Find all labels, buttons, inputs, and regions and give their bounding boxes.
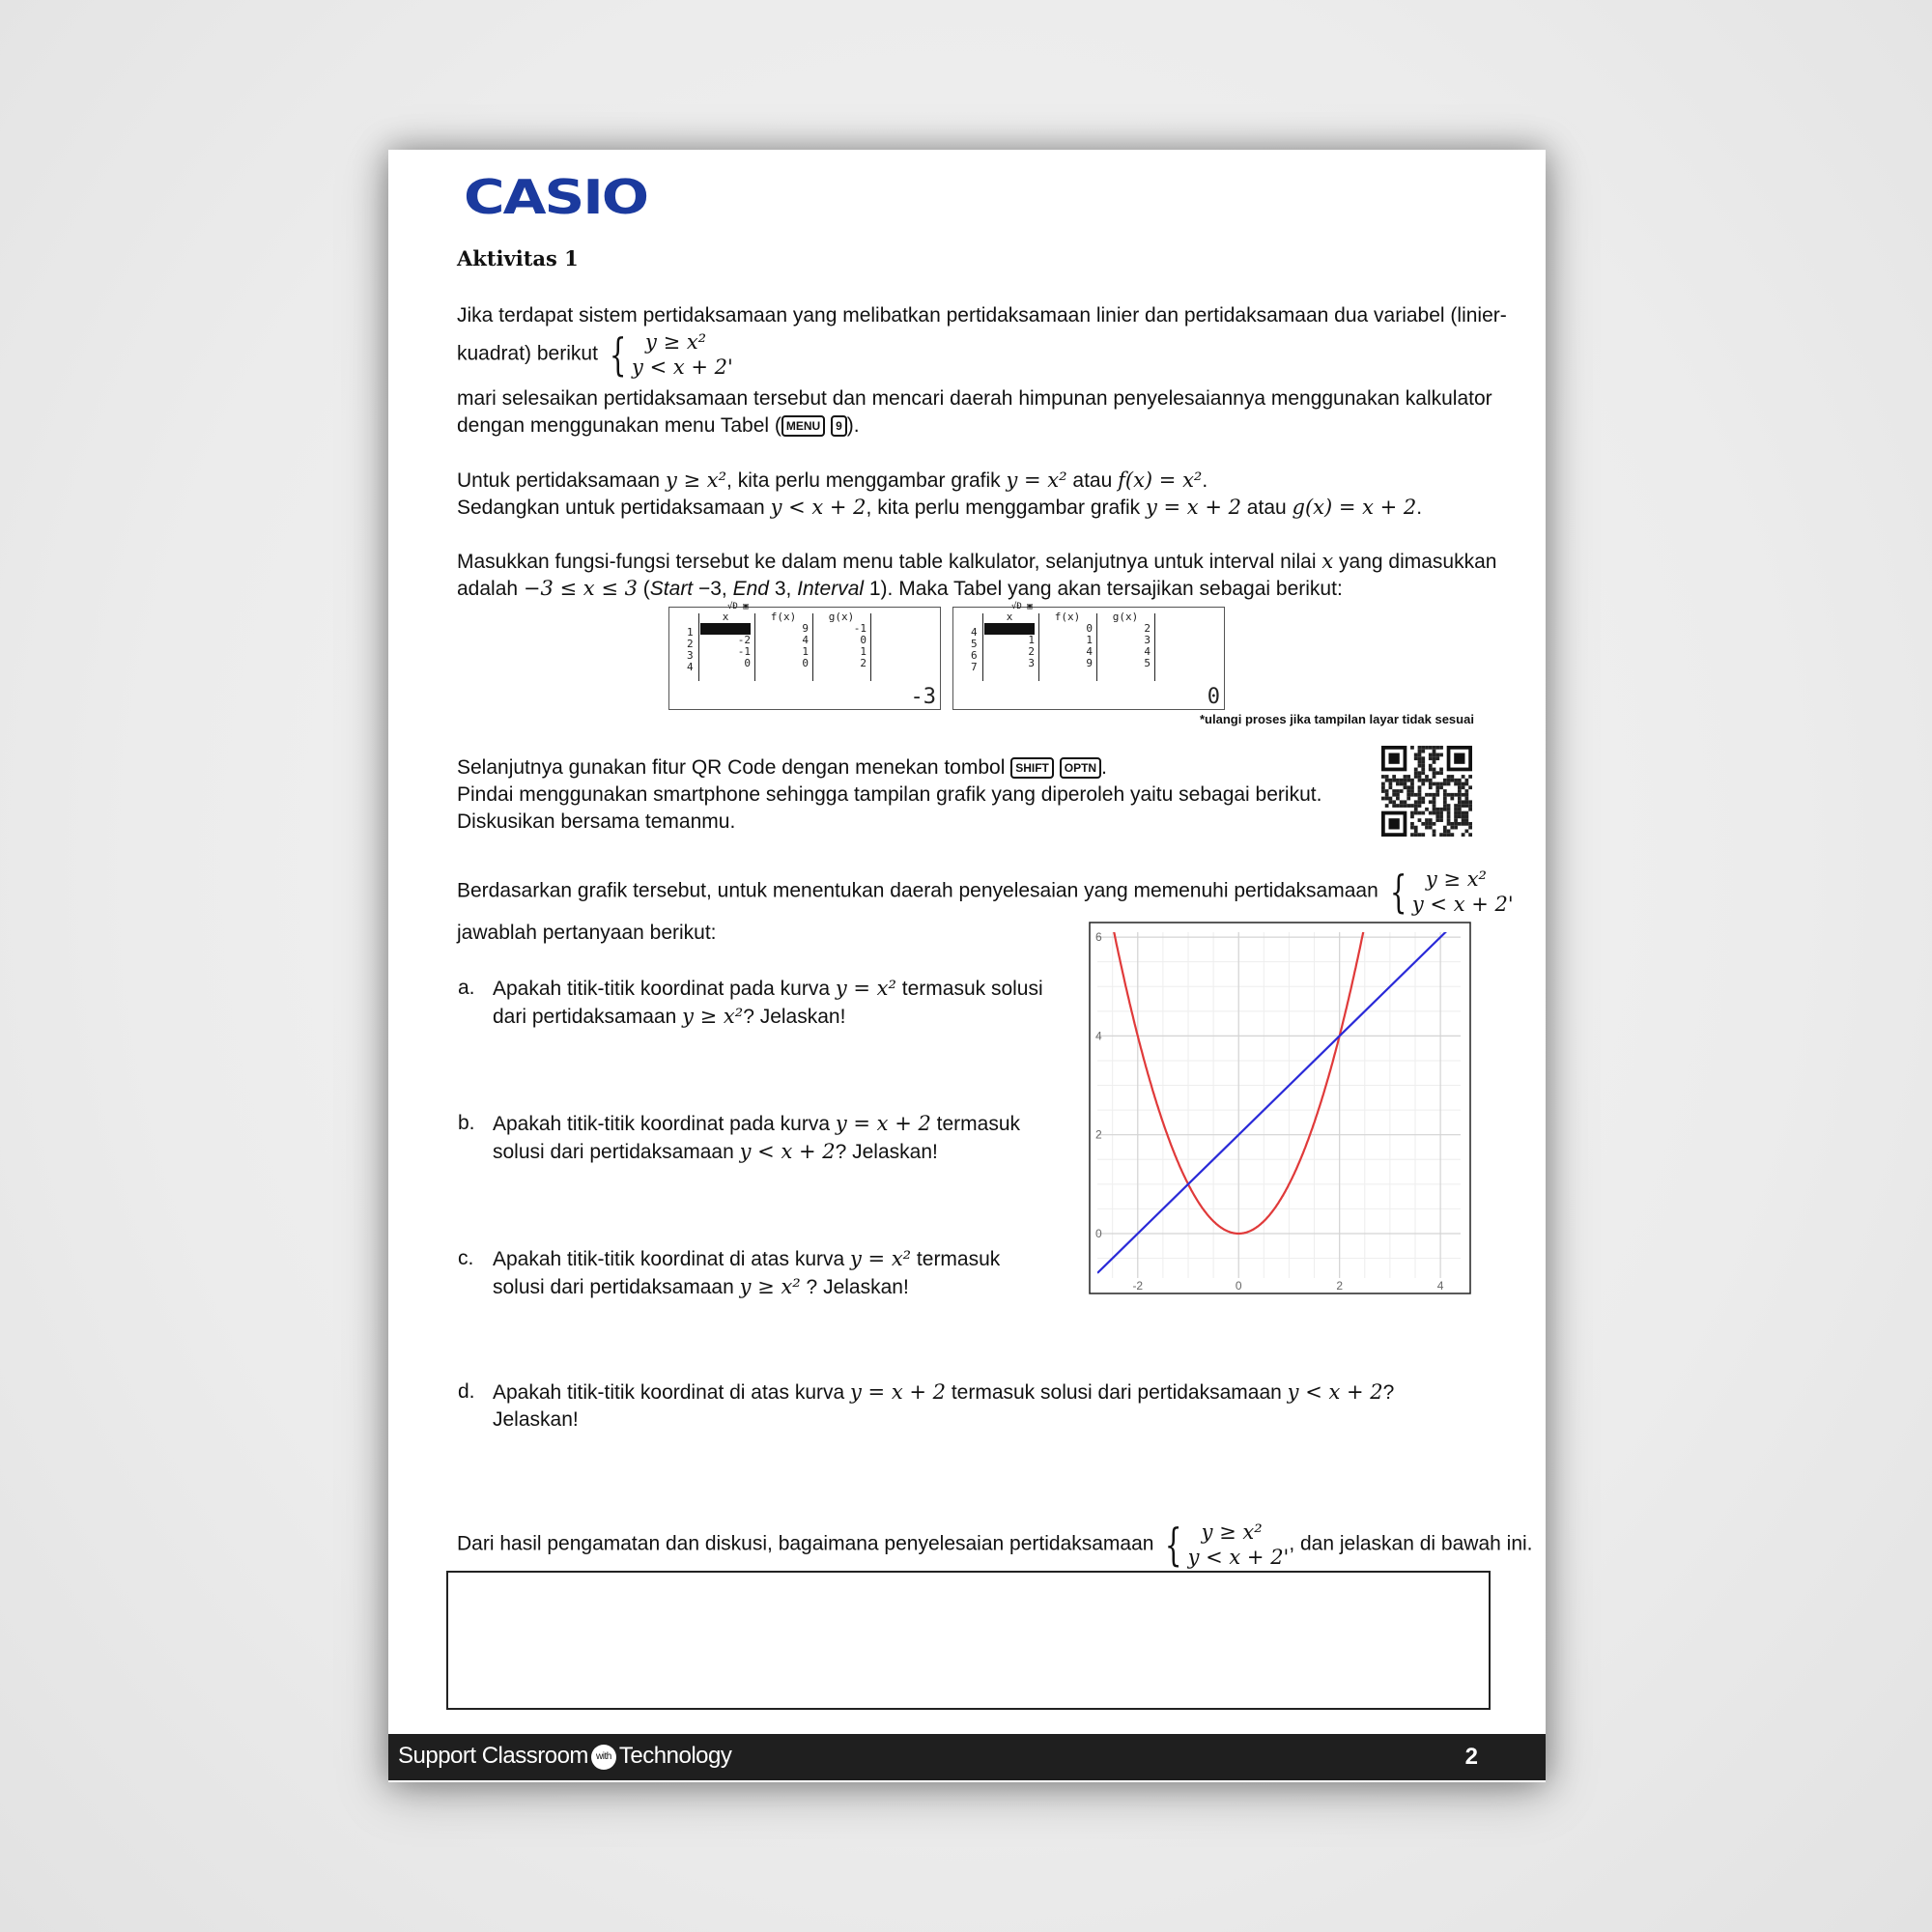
cell: 1 (802, 645, 809, 658)
text: ? (1382, 1381, 1395, 1404)
y-tick-label: 2 (1095, 1127, 1102, 1142)
math: y < x + 2 (739, 1140, 836, 1163)
cell: -1 (737, 645, 751, 658)
cell: 1 (1028, 634, 1035, 646)
system-top: y ≥ x² (1425, 867, 1487, 891)
question-label: d. (458, 1380, 475, 1403)
text: Apakah titik-titik koordinat pada kurva (493, 978, 836, 1000)
math: x (1321, 550, 1334, 573)
math: y = x + 2 (835, 1112, 931, 1135)
cell: 4 (1144, 645, 1151, 658)
cell-selected: -3 (700, 623, 751, 635)
question-label: a. (458, 977, 475, 999)
qr-line-3: Diskusikan bersama temanmu. (457, 810, 736, 833)
footer-bar (388, 1734, 1546, 1780)
y-tick-label: 4 (1095, 1029, 1102, 1043)
text: Untuk pertidaksamaan (457, 469, 666, 492)
cell: 2 (687, 638, 694, 650)
intro-line-4 (457, 412, 860, 440)
calc-input-value: 0 (1207, 685, 1220, 709)
graph-parabola-line (1088, 921, 1472, 1295)
worksheet-page (388, 150, 1546, 1782)
math: y = x + 2 (850, 1380, 946, 1404)
math: y ≥ x² (682, 1005, 744, 1028)
nine-key: 9 (831, 415, 847, 437)
cell: 0 (860, 634, 867, 646)
qr-code-icon (1381, 746, 1472, 837)
text: termasuk solusi (895, 978, 1043, 1000)
line (493, 1110, 1020, 1138)
menu-key: MENU (781, 415, 825, 437)
text: atau (1240, 497, 1293, 519)
line (493, 1138, 1020, 1166)
header: x (722, 611, 729, 623)
math: y < x + 2 (1287, 1380, 1383, 1404)
question-d (458, 1378, 1395, 1434)
text: Berdasarkan grafik tersebut, untuk menentukan daerah penyelesaian yang memenuhi pertidaksamaan (457, 879, 1378, 902)
cell-selected: 0 (984, 623, 1035, 635)
text: Dari hasil pengamatan dan diskusi, bagaimana penyelesaian pertidaksamaan (457, 1532, 1154, 1555)
inequality-system (1188, 1520, 1290, 1570)
text: Apakah titik-titik koordinat di atas kurva (493, 1248, 851, 1270)
row-numbers (687, 627, 694, 673)
text: Apakah titik-titik koordinat di atas kurva (493, 1381, 851, 1404)
line (493, 1378, 1394, 1406)
math: f(x) = x² (1118, 469, 1203, 492)
cell: 9 (802, 622, 809, 635)
x-column (984, 611, 1035, 669)
question-label: b. (458, 1112, 475, 1134)
divider (982, 613, 983, 681)
calc-status-bar: √Ð ▣ (1011, 602, 1033, 611)
text: 1). Maka Tabel yang akan tersajikan sebagai berikut: (864, 578, 1343, 600)
cell: 9 (1086, 657, 1093, 669)
divider (698, 613, 699, 681)
text: , kita perlu menggambar grafik (726, 469, 1007, 492)
text: dari pertidaksamaan (493, 1006, 683, 1028)
cell: 2 (860, 657, 867, 669)
cell: 1 (860, 645, 867, 658)
casio-logo: CASIO (464, 169, 648, 225)
question-b (458, 1110, 1021, 1166)
text: Start (649, 578, 694, 600)
cell: 0 (802, 657, 809, 669)
text: , kita perlu menggambar grafik (866, 497, 1146, 519)
text: , dan jelaskan di bawah ini. (1289, 1532, 1533, 1555)
math: y = x² (835, 977, 896, 1000)
row-numbers (971, 627, 978, 673)
qr-line-1 (457, 754, 1107, 781)
math: −3 ≤ x ≤ 3 (523, 577, 638, 600)
divider (1038, 613, 1039, 681)
cell: 2 (1028, 645, 1035, 658)
para2-line-2 (457, 494, 1422, 522)
para5-line-2: jawablah pertanyaan berikut: (457, 922, 717, 944)
para3-line-2 (457, 575, 1343, 603)
cell: 2 (1144, 622, 1151, 635)
text: ? Jelaskan! (743, 1006, 846, 1028)
math: y < x + 2 (770, 496, 867, 519)
x-tick-label: 4 (1436, 1279, 1444, 1293)
text: ? Jelaskan! (800, 1276, 909, 1298)
math: y = x + 2 (1146, 496, 1241, 519)
para2-line-1 (457, 467, 1208, 495)
x-tick-label: 0 (1235, 1279, 1242, 1293)
text: Sedangkan untuk pertidaksamaan (457, 497, 771, 519)
cell: 3 (687, 649, 694, 662)
f-column (1042, 611, 1093, 669)
cell: 7 (971, 661, 978, 673)
y-tick-label: 0 (1095, 1226, 1102, 1240)
text: 3, (768, 578, 798, 600)
header: f(x) (1054, 611, 1081, 623)
qr-line-2: Pindai menggunakan smartphone sehingga tampilan grafik yang diperoleh yaitu sebagai berikut. (457, 783, 1322, 806)
intro-line-2 (457, 329, 733, 380)
text: solusi dari pertidaksamaan (493, 1141, 740, 1163)
graph-frame (1090, 923, 1470, 1293)
text: atau (1066, 469, 1119, 492)
x-column (700, 611, 751, 669)
final-line (457, 1520, 1533, 1570)
x-tick-label: 2 (1336, 1279, 1344, 1293)
page-number: 2 (1464, 1744, 1478, 1770)
text: ? Jelaskan! (835, 1141, 938, 1163)
shift-key: SHIFT (1010, 757, 1054, 779)
divider (1096, 613, 1097, 681)
line (493, 1273, 1000, 1301)
divider (754, 613, 755, 681)
text: End (732, 578, 769, 600)
calculator-table-screen-1 (668, 602, 941, 710)
x-tick-label: -2 (1132, 1279, 1144, 1293)
footer-brand (398, 1743, 731, 1770)
cell: 1 (1086, 634, 1093, 646)
text: yang dimasukkan (1333, 551, 1497, 573)
intro-line-1: Jika terdapat sistem pertidaksamaan yang melibatkan pertidaksamaan linier dan pertidaksamaan dua variabel (linier- (457, 304, 1507, 327)
intro-line-2-text: kuadrat) berikut (457, 342, 598, 365)
answer-box[interactable] (446, 1571, 1491, 1710)
g-column (816, 611, 867, 669)
math: y ≥ x² (739, 1275, 801, 1298)
system-bottom: y < x + 2' (1411, 893, 1514, 916)
f-column (758, 611, 809, 669)
calc-status-bar: √Ð ▣ (727, 602, 749, 611)
cell: 4 (971, 626, 978, 639)
header: x (1006, 611, 1013, 623)
cell: 3 (1028, 657, 1035, 669)
intro-line-4a: dengan menggunakan menu Tabel ( (457, 414, 781, 437)
cell: 1 (687, 626, 694, 639)
math: y = x² (1006, 469, 1067, 492)
cell: 0 (744, 657, 751, 669)
divider (812, 613, 813, 681)
text: . (1101, 756, 1107, 779)
cell: 5 (1144, 657, 1151, 669)
text: termasuk solusi dari pertidaksamaan (945, 1381, 1288, 1404)
para3-line-1 (457, 548, 1496, 576)
activity-heading: Aktivitas 1 (457, 246, 579, 270)
cell: -1 (853, 622, 867, 635)
cell: 0 (1086, 622, 1093, 635)
system-top: y ≥ x² (645, 330, 707, 354)
screen-note: *ulangi proses jika tampilan layar tidak sesuai (1200, 712, 1474, 726)
header: g(x) (828, 611, 855, 623)
cell: 3 (1144, 634, 1151, 646)
calc-input-value: -3 (910, 685, 936, 709)
question-c (458, 1245, 1001, 1301)
text: termasuk (911, 1248, 1001, 1270)
line (493, 1003, 1043, 1031)
brand-text: Support Classroom (398, 1743, 588, 1769)
text: termasuk (930, 1113, 1021, 1135)
math: g(x) = x + 2 (1292, 496, 1417, 519)
question-a (458, 975, 1043, 1031)
text: Interval (797, 578, 865, 600)
y-tick-label: 6 (1095, 930, 1102, 945)
math: y = x² (850, 1247, 912, 1270)
system-brace-icon: { (609, 328, 627, 381)
text: solusi dari pertidaksamaan (493, 1276, 740, 1298)
inequality-system (1412, 867, 1514, 917)
text: −3, (693, 578, 733, 600)
cell: 6 (971, 649, 978, 662)
system-bottom: y < x + 2' (632, 355, 733, 379)
header: f(x) (770, 611, 797, 623)
line: Jelaskan! (493, 1408, 579, 1431)
cell: 4 (687, 661, 694, 673)
text: . (1202, 469, 1208, 492)
divider (870, 613, 871, 681)
para5-line-1 (457, 867, 1514, 917)
system-bottom: y < x + 2' (1187, 1546, 1290, 1569)
line (493, 975, 1043, 1003)
brand-text: Technology (618, 1743, 732, 1769)
intro-line-4b: ). (846, 414, 860, 437)
intro-line-3: mari selesaikan pertidaksamaan tersebut dan mencari daerah himpunan penyelesaiannya menggunakan kalkulator (457, 387, 1492, 410)
calculator-table-screen-2 (952, 602, 1225, 710)
with-badge-icon: with (591, 1745, 616, 1770)
cell: 4 (1086, 645, 1093, 658)
math: y ≥ x² (665, 469, 727, 492)
g-column (1100, 611, 1151, 669)
text: Apakah titik-titik koordinat pada kurva (493, 1113, 836, 1135)
text: Masukkan fungsi-fungsi tersebut ke dalam menu table kalkulator, selanjutnya untuk interval nilai (457, 551, 1322, 573)
inequality-system (632, 329, 733, 380)
cell: -2 (737, 634, 751, 646)
optn-key: OPTN (1060, 757, 1101, 779)
system-brace-icon: { (1165, 1519, 1182, 1571)
system-brace-icon: { (1389, 866, 1407, 918)
system-top: y ≥ x² (1201, 1520, 1263, 1544)
divider (1154, 613, 1155, 681)
text: . (1416, 497, 1423, 519)
cell: 4 (802, 634, 809, 646)
header: g(x) (1112, 611, 1139, 623)
question-label: c. (458, 1247, 474, 1269)
text: ( (637, 578, 650, 600)
line (493, 1245, 1000, 1273)
cell: 5 (971, 638, 978, 650)
text: adalah (457, 578, 524, 600)
text: Selanjutnya gunakan fitur QR Code dengan menekan tombol (457, 756, 1011, 779)
